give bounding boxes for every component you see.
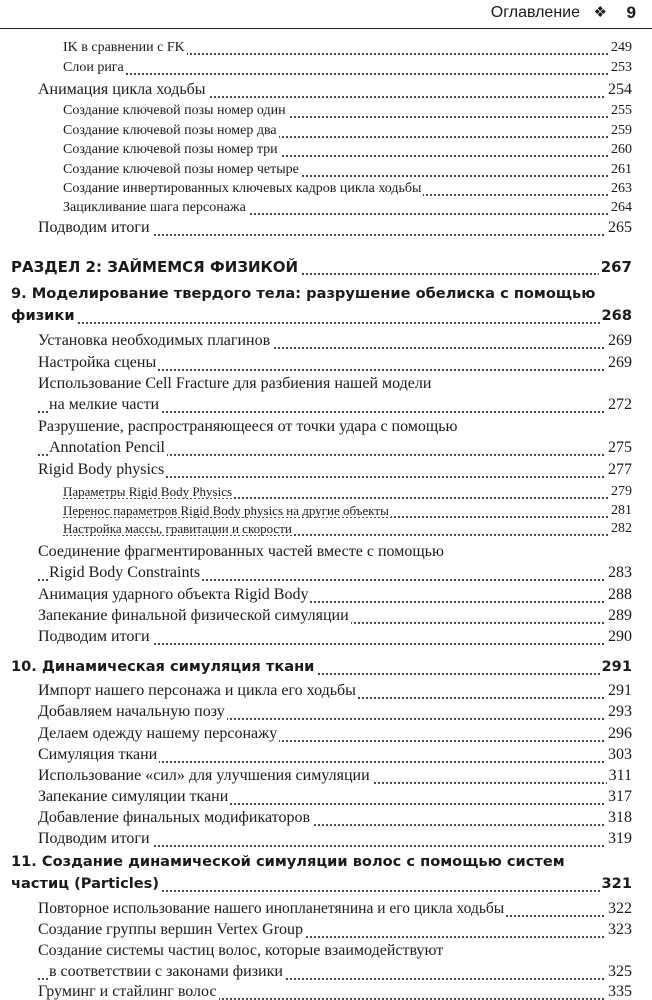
toc-entry-title: Слои рига: [63, 60, 124, 75]
toc-entry-title-line2: Annotation Pencil: [49, 439, 165, 456]
toc-entry-title: Rigid Body physics: [38, 461, 165, 478]
toc-entry-title-line1: Разрушение, распространяющееся от точки удара с помощью: [38, 418, 458, 435]
toc-entry-title: Анимация ударного объекта Rigid Body: [38, 586, 309, 603]
toc-entry-key-pose-2[interactable]: [63, 124, 632, 142]
toc-entry-page: 272: [608, 396, 632, 413]
toc-entry-page: 282: [611, 521, 632, 536]
toc-entry-install-plugins[interactable]: [38, 333, 632, 353]
toc-entry-page: 261: [611, 162, 632, 177]
toc-entry-title: Делаем одежду нашему персонажу: [38, 725, 278, 742]
toc-entry-rb-transfer[interactable]: [63, 504, 632, 522]
toc-entry-title: Подводим итоги: [38, 830, 150, 847]
toc-entry-walk-anim[interactable]: [38, 82, 632, 102]
toc-entry-title: Параметры Rigid Body Physics: [63, 484, 233, 499]
toc-entry-title: Настройка сцены: [38, 354, 157, 371]
toc-entry-page: 264: [611, 200, 632, 215]
toc-entry-page: 289: [608, 607, 632, 624]
toc-entry-page: 291: [608, 682, 632, 699]
toc-entry-page: 335: [608, 983, 632, 1000]
toc-entry-title: Создание ключевой позы номер четыре: [63, 162, 299, 177]
toc-entry-inverted-keys[interactable]: [63, 182, 632, 200]
toc-entry-page: 259: [611, 123, 632, 138]
toc-entry-page: 318: [608, 809, 632, 826]
toc-entry-page: 325: [608, 963, 632, 980]
toc-entry-rigid-body-physics[interactable]: [38, 462, 632, 482]
toc-entry-bake-sim[interactable]: [38, 608, 632, 628]
toc-entry-page: 254: [608, 81, 632, 98]
toc-entry-page: 317: [608, 788, 632, 805]
toc-entry-scene-setup[interactable]: [38, 355, 632, 375]
toc-entry-page: 321: [601, 875, 632, 892]
toc-entry-page: 319: [608, 830, 632, 847]
toc-entry-destruction-spread[interactable]: [38, 419, 632, 461]
toc-entry-key-pose-3[interactable]: [63, 143, 632, 161]
toc-entry-title: Импорт нашего персонажа и цикла его ходьбы: [38, 682, 356, 699]
toc-chapter-9[interactable]: [11, 287, 632, 329]
toc-entry-title: Создание ключевой позы номер два: [63, 123, 277, 138]
toc-entry-page: 290: [608, 628, 632, 645]
toc-entry-page: 275: [608, 439, 632, 456]
toc-entry-page: 293: [608, 703, 632, 720]
toc-entry-title-line1: Соединение фрагментированных частей вместе с помощью: [38, 543, 444, 560]
toc-entry-title-line2: физики: [11, 307, 75, 324]
toc-entry-page: 253: [611, 60, 632, 75]
toc-entry-title: Добавление финальных модификаторов: [38, 809, 310, 826]
toc-entry-cell-fracture[interactable]: [38, 376, 632, 418]
toc-entry-title-line1: 9. Моделирование твердого тела: разрушение обелиска с помощью: [11, 285, 596, 302]
toc-entry-title-line1: Создание системы частиц волос, которые взаимодействуют: [38, 942, 444, 959]
toc-entry-page: 260: [611, 142, 632, 157]
toc-entry-title: Создание инвертированных ключевых кадров цикла ходьбы: [63, 181, 422, 196]
toc-entry-title: Добавляем начальную позу: [38, 703, 225, 720]
toc-entry-add-initial-pose[interactable]: [38, 704, 632, 724]
toc-entry-page: 303: [608, 746, 632, 763]
toc-entry-page: 265: [608, 219, 632, 236]
toc-entry-title: Запекание симуляции ткани: [38, 788, 229, 805]
toc-entry-page: 291: [601, 658, 632, 675]
toc-entry-summary-9[interactable]: [38, 629, 632, 649]
ornament-icon: ❖: [593, 4, 607, 21]
toc-entry-title: Создание группы вершин Vertex Group: [38, 921, 304, 938]
toc-entry-impact-anim[interactable]: [38, 587, 632, 607]
toc-entry-title-line2: Rigid Body Constraints: [49, 564, 201, 581]
toc-entry-page: 323: [608, 921, 632, 938]
toc-entry-title: Создание ключевой позы номер три: [63, 142, 278, 157]
toc-entry-title: РАЗДЕЛ 2: ЗАЙМЕМСЯ ФИЗИКОЙ: [11, 258, 299, 276]
toc-entry-title-line1: Использование Cell Fracture для разбиения нашей модели: [38, 375, 432, 392]
toc-entry-vertex-group[interactable]: [38, 922, 632, 942]
toc-entry-title-line2: частиц (Particles): [11, 875, 160, 892]
toc-entry-title: Создание ключевой позы номер один: [63, 103, 286, 118]
toc-entry-grooming[interactable]: [38, 984, 632, 1000]
toc-entry-title: Настройка массы, гравитации и скорости: [63, 521, 292, 536]
toc-entry-page: 249: [611, 40, 632, 55]
toc-entry-hair-particles[interactable]: [38, 943, 632, 985]
toc-entry-page: 268: [601, 307, 632, 324]
toc-section-2[interactable]: [11, 260, 632, 280]
toc-entry-page: 281: [611, 503, 632, 518]
running-head-title: Оглавление: [490, 4, 580, 21]
toc-entry-cloth-sim[interactable]: [38, 747, 632, 767]
toc-entry-summary-8[interactable]: [38, 220, 632, 240]
toc-chapter-10[interactable]: [11, 660, 632, 680]
toc-entry-import-char[interactable]: [38, 683, 632, 703]
toc-entry-title: Использование «сил» для улучшения симуляции: [38, 767, 370, 784]
toc-entry-title: Перенос параметров Rigid Body physics на другие объекты: [63, 503, 389, 518]
toc-entry-title-line2: в соответствии с законами физики: [49, 963, 283, 980]
toc-entry-mass-gravity[interactable]: [63, 522, 632, 540]
toc-entry-forces[interactable]: [38, 768, 632, 788]
toc-entry-final-modifiers[interactable]: [38, 810, 632, 830]
toc-entry-title: IK в сравнении с FK: [63, 40, 185, 55]
toc-entry-bake-cloth[interactable]: [38, 789, 632, 809]
toc-entry-title-line1: 11. Создание динамической симуляции волос с помощью систем: [11, 853, 565, 870]
toc-entry-page: 269: [608, 354, 632, 371]
toc-entry-page: 296: [608, 725, 632, 742]
toc-entry-title: Анимация цикла ходьбы: [38, 81, 206, 98]
toc-entry-summary-10[interactable]: [38, 831, 632, 851]
toc-entry-title: Подводим итоги: [38, 219, 150, 236]
toc-entry-loop-step[interactable]: [63, 201, 632, 219]
toc-entry-key-pose-4[interactable]: [63, 163, 632, 181]
page-number: 9: [626, 3, 636, 22]
toc-entry-page: 263: [611, 181, 632, 196]
toc-entry-title: Запекание финальной физической симуляции: [38, 607, 349, 624]
toc-entry-page: 255: [611, 103, 632, 118]
toc-entry-page: 288: [608, 586, 632, 603]
toc-entry-title: Повторное использование нашего инопланетянина и его цикла ходьбы: [38, 900, 505, 917]
toc-entry-title-line2: на мелкие части: [49, 396, 160, 413]
toc-entry-page: 311: [608, 767, 632, 784]
dot-leader: [11, 322, 632, 324]
toc-entry-page: 277: [608, 461, 632, 478]
toc-entry-rig-layers[interactable]: [63, 61, 632, 79]
toc-entry-reuse-alien[interactable]: [38, 901, 632, 921]
toc-entry-rb-constraints[interactable]: [38, 544, 632, 586]
toc-entry-page: 279: [611, 484, 632, 499]
toc-entry-page: 269: [608, 332, 632, 349]
toc-entry-key-pose-1[interactable]: [63, 104, 632, 122]
toc-entry-title: Подводим итоги: [38, 628, 150, 645]
toc-entry-title: Зацикливание шага персонажа: [63, 200, 246, 215]
dot-leader: [63, 73, 632, 75]
toc-entry-title: Симуляция ткани: [38, 746, 158, 763]
toc-entry-rb-params[interactable]: [63, 485, 632, 503]
toc-entry-make-clothes[interactable]: [38, 726, 632, 746]
toc-entry-page: 267: [600, 258, 632, 276]
toc-entry-title: Груминг и стайлинг волос: [38, 983, 217, 1000]
toc-chapter-11[interactable]: [11, 855, 632, 897]
toc-entry-ik-fk[interactable]: [63, 41, 632, 59]
toc-entry-page: 322: [608, 900, 632, 917]
toc-entry-title: Установка необходимых плагинов: [38, 332, 271, 349]
toc-entry-page: 283: [608, 564, 632, 581]
toc-entry-title: 10. Динамическая симуляция ткани: [11, 658, 315, 675]
